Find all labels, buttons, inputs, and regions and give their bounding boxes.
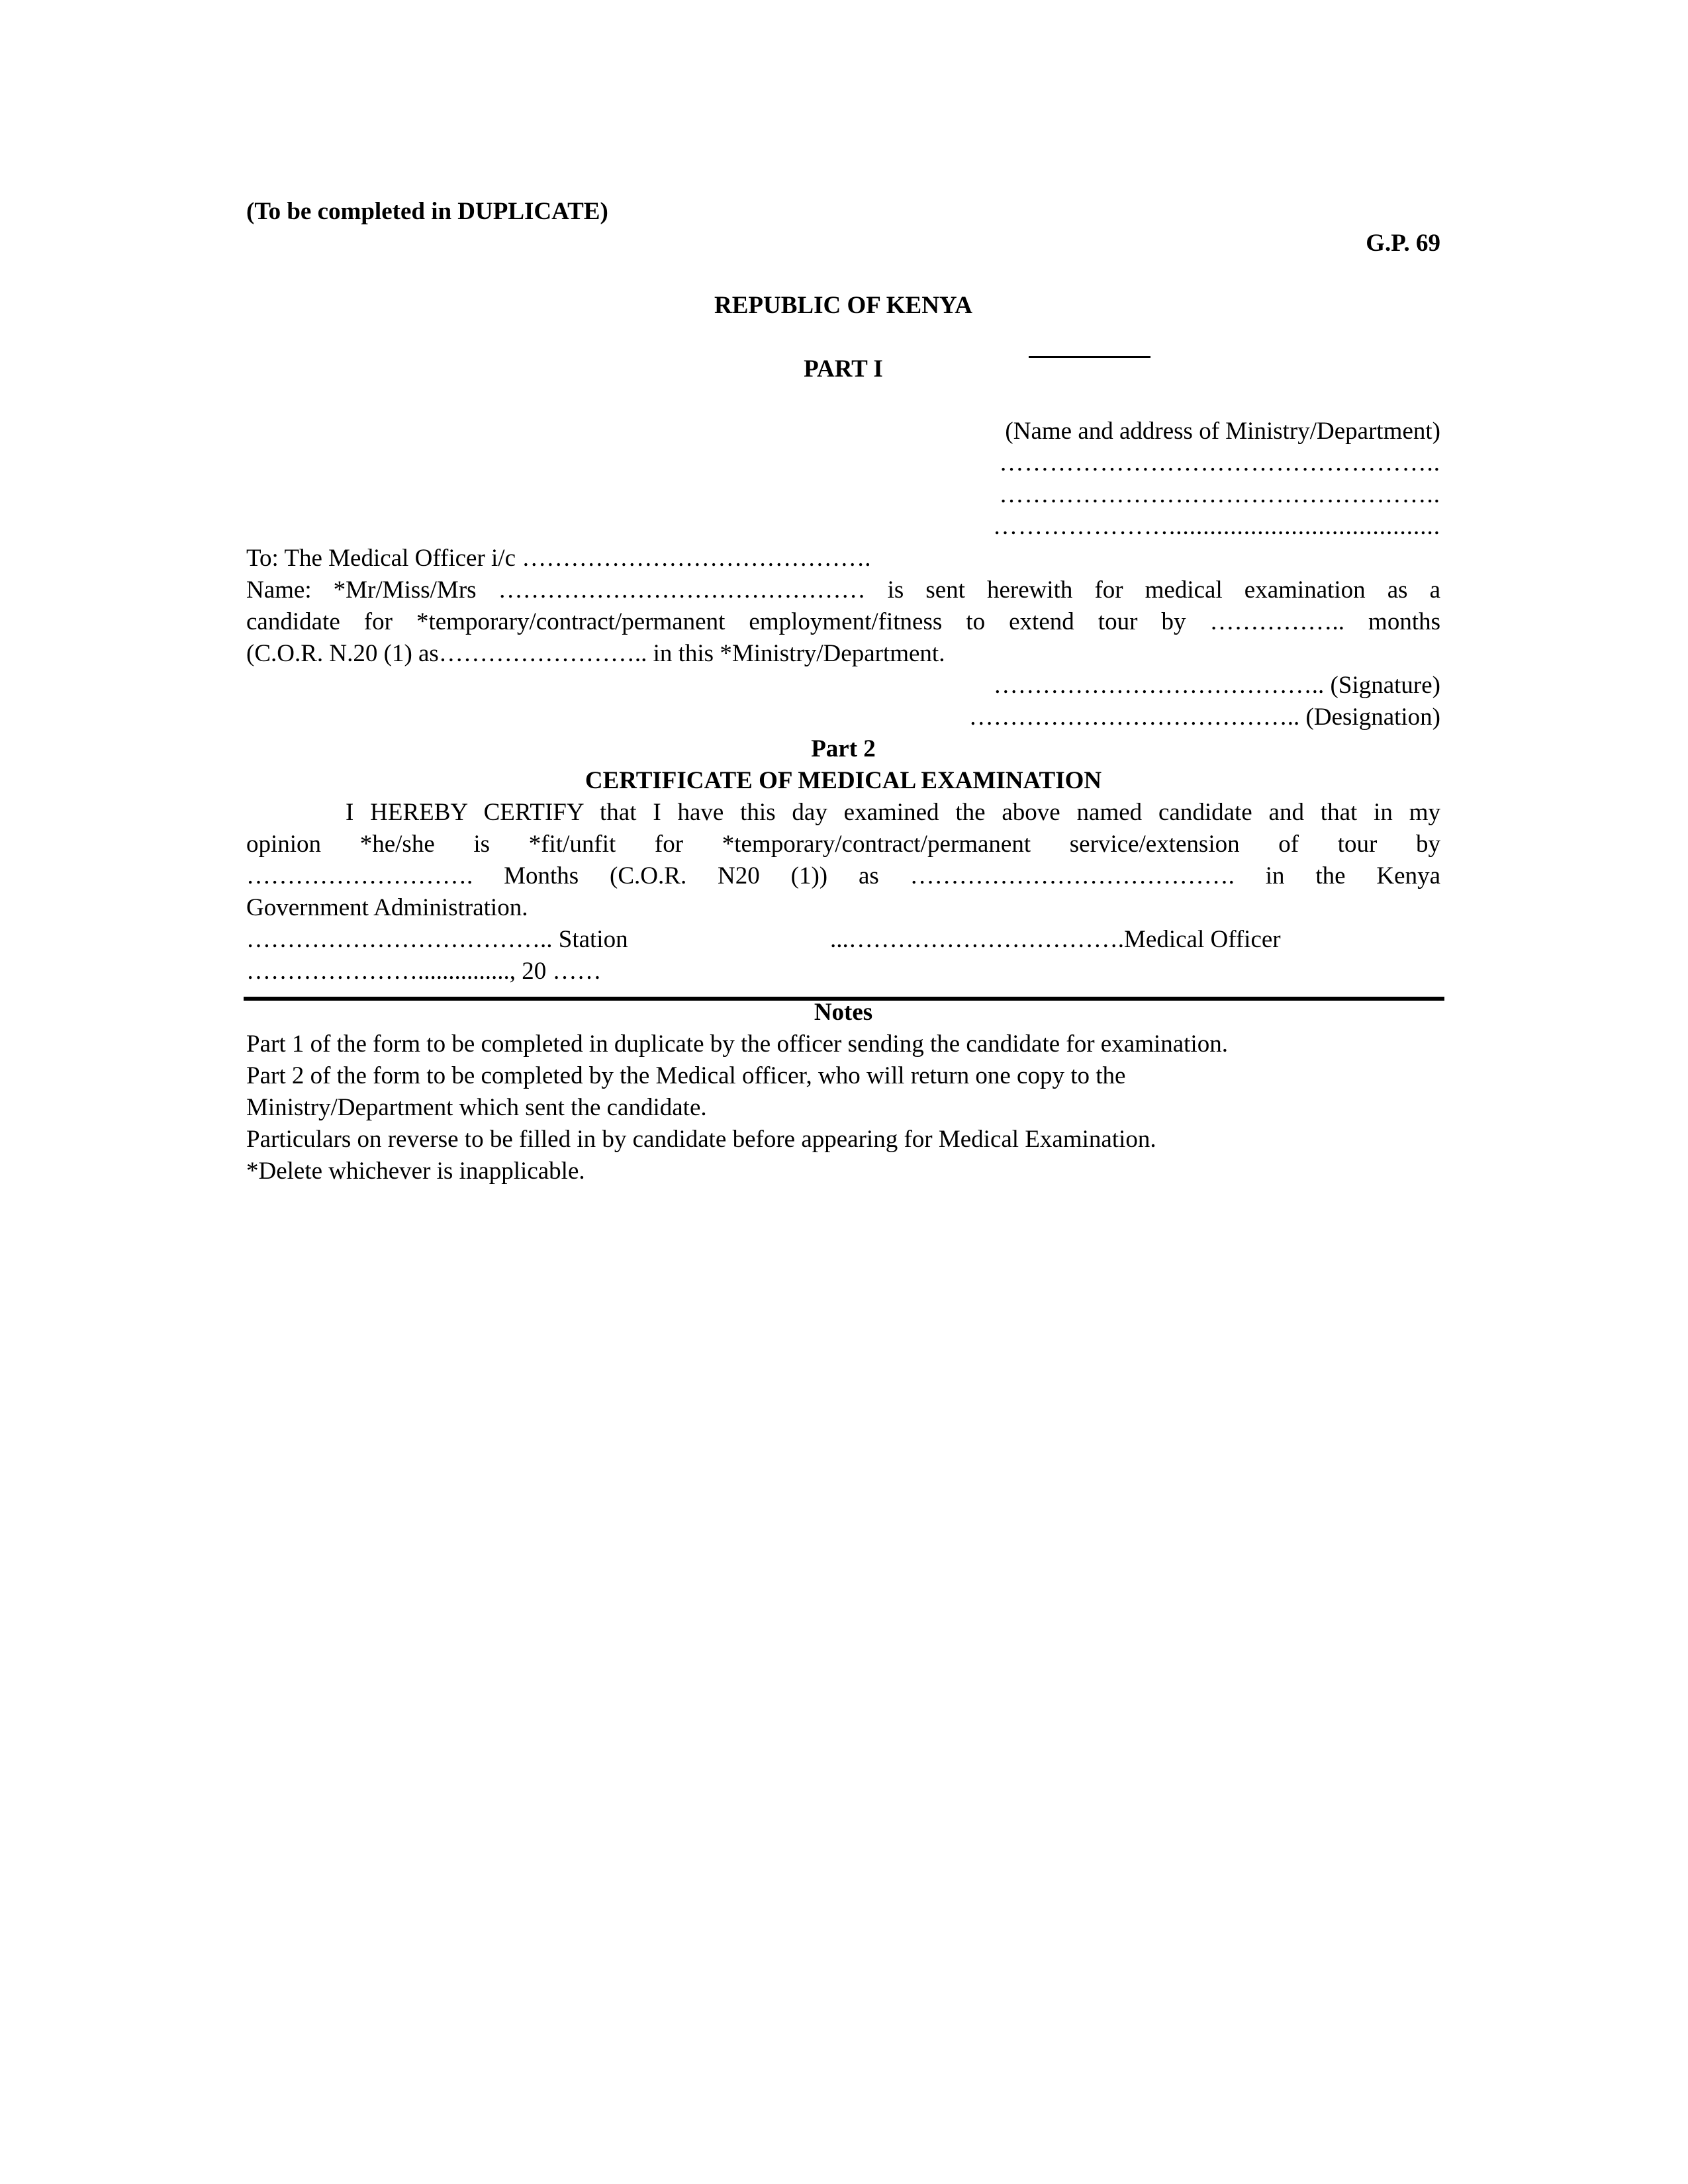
- ministry-address-field-3[interactable]: …………………........................................: [993, 513, 1440, 540]
- candidate-name-line[interactable]: Name: *Mr/Miss/Mrs ……………………………………… is sent herewith for medical examination as a: [246, 576, 1440, 604]
- station-line[interactable]: ……………………………….. Station: [246, 926, 628, 953]
- note-item: *Delete whichever is inapplicable.: [246, 1158, 585, 1185]
- medical-officer-signature-line[interactable]: ...…………………………….Medical Officer: [830, 926, 1281, 953]
- cor-line[interactable]: (C.O.R. N.20 (1) as…………………….. in this *Ministry/Department.: [246, 640, 945, 667]
- date-line[interactable]: …………………..............., 20 ……: [246, 958, 602, 985]
- certificate-title: CERTIFICATE OF MEDICAL EXAMINATION: [585, 767, 1102, 794]
- certify-line-4: Government Administration.: [246, 894, 528, 921]
- note-item: Particulars on reverse to be filled in by candidate before appearing for Medical Examination.: [246, 1126, 1156, 1153]
- country-title: REPUBLIC OF KENYA: [714, 292, 972, 319]
- note-item: Ministry/Department which sent the candidate.: [246, 1094, 707, 1121]
- certify-line-3[interactable]: ………………………. Months (C.O.R. N20 (1)) as …………………………………. in the Kenya: [246, 862, 1440, 889]
- certify-line-2: opinion *he/she is *fit/unfit for *temporary/contract/permanent service/extension of tour by: [246, 831, 1440, 858]
- part-two-title: Part 2: [811, 735, 876, 762]
- note-item: Part 2 of the form to be completed by the Medical officer, who will return one copy to the: [246, 1062, 1126, 1089]
- designation-line[interactable]: ………………………………….. (Designation): [968, 704, 1440, 731]
- form-code: G.P. 69: [1366, 230, 1440, 257]
- duplicate-note: (To be completed in DUPLICATE): [246, 198, 608, 225]
- ministry-address-label: (Name and address of Ministry/Department): [1005, 418, 1440, 445]
- certify-line-1: I HEREBY CERTIFY that I have this day examined the above named candidate and that in my: [346, 799, 1440, 826]
- note-item: Part 1 of the form to be completed in duplicate by the officer sending the candidate for examination.: [246, 1030, 1228, 1058]
- employment-type-line[interactable]: candidate for *temporary/contract/permanent employment/fitness to extend tour by …………….. months: [246, 608, 1440, 635]
- notes-title: Notes: [814, 999, 873, 1026]
- ministry-address-field-1[interactable]: ……………………………………………..: [999, 449, 1440, 477]
- medical-officer-to-line[interactable]: To: The Medical Officer i/c …………………………………….: [246, 545, 871, 572]
- ministry-address-field-2[interactable]: ……………………………………………..: [999, 481, 1440, 508]
- part-one-title: PART I: [804, 355, 883, 383]
- signature-line[interactable]: ………………………………….. (Signature): [993, 672, 1440, 699]
